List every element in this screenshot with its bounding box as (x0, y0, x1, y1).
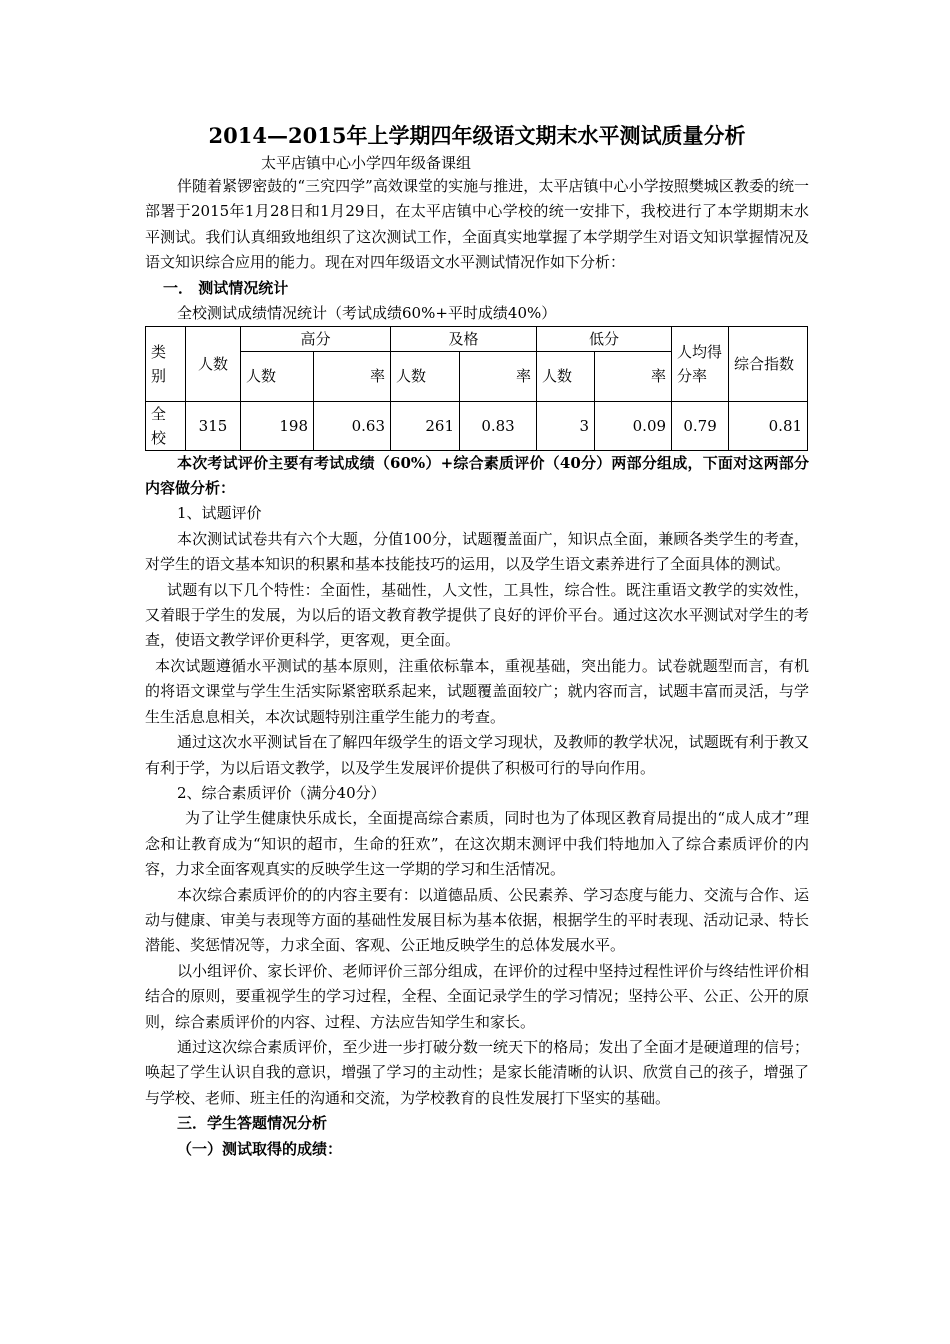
document-page (145, 118, 809, 1162)
paragraph-6: 本次综合素质评价的的内容主要有：以道德品质、公民素养、学习态度与能力、交流与合作、运动与健康、审美与表现等方面的基础性发展目标为基本依据，根据学生的平时表现、活动记录、特长潜能、奖惩情况等，力求全面、客观、公正地反映学生的总体发展水平。 (145, 885, 809, 955)
pass-count-cell: 261 (391, 401, 460, 450)
document-author: 太平店镇中心小学四年级备课组 (261, 154, 472, 172)
header-low: 低分 (537, 326, 672, 351)
header-high: 高分 (241, 326, 391, 351)
pass-count-header: 人数 (391, 351, 460, 401)
low-count-header: 人数 (537, 351, 595, 401)
section3-subheading: （一）测试取得的成绩： (177, 1139, 343, 1158)
paragraph-7: 以小组评价、家长评价、老师评价三部分组成，在评价的过程中坚持过程性评价与终结性评价相结合的原则，要重视学生的学习过程，全程、全面记录学生的学习情况；坚持公平、公正、公开的原则，综合素质评价的内容、过程、方法应告知学生和家长。 (145, 961, 809, 1031)
low-rate-cell: 0.09 (595, 401, 672, 450)
pass-rate-header: 率 (460, 351, 537, 401)
score-statistics-table (145, 326, 808, 451)
low-rate-header: 率 (595, 351, 672, 401)
header-pass: 及格 (391, 326, 537, 351)
paragraph-3: 本次试题遵循水平测试的基本原则，注重依标靠本，重视基础，突出能力。试卷就题型而言，有机的将语文课堂与学生生活实际紧密联系起来，试题覆盖面较广；就内容而言，试题丰富而灵活，与学生生活息息相关，本次试题特别注重学生能力的考查。 (145, 656, 809, 726)
header-category: 类别 (146, 326, 186, 401)
intro-paragraph: 伴随着紧锣密鼓的“三究四学”高效课堂的实施与推进，太平店镇中心小学按照樊城区教委的统一部署于2015年1月28日和1月29日，在太平店镇中心学校的统一安排下，我校进行了本学期期末水平测试。我们认真细致地组织了这次测试工作，全面真实地掌握了本学期学生对语文知识掌握情况及语文知识综合应用的能力。现在对四年级语文水平测试情况作如下分析： (145, 177, 809, 272)
high-count-header: 人数 (241, 351, 314, 401)
row-category: 全校 (146, 401, 186, 450)
high-count-cell: 198 (241, 401, 314, 450)
pass-rate-cell: 0.83 (460, 401, 537, 450)
header-composite-index: 综合指数 (729, 326, 808, 401)
section1-heading: 一． 测试情况统计 (163, 278, 289, 297)
composite-index-cell: 0.81 (729, 401, 808, 450)
paragraph-8: 通过这次综合素质评价，至少进一步打破分数一统天下的格局；发出了全面才是硬道理的信号；唤起了学生认识自我的意识，增强了学习的主动性；是家长能清晰的认识、欣赏自己的孩子，增强了与学校、老师、班主任的沟通和交流，为学校教育的良性发展打下坚实的基础。 (145, 1037, 809, 1107)
paragraph-5: 为了让学生健康快乐成长，全面提高综合素质，同时也为了体现区教育局提出的“成人成才”理念和让教育成为“知识的超市，生命的狂欢”，在这次期末测评中我们特地加入了综合素质评价的内容，力求全面客观真实的反映学生这一学期的学习和生活情况。 (145, 809, 809, 879)
section3-heading: 三．学生答题情况分析 (177, 1114, 328, 1133)
subsection1-heading: 1、试题评价 (177, 504, 262, 523)
evaluation-intro: 本次考试评价主要有考试成绩（60%）+综合素质评价（40分）两部分组成，下面对这两部分内容做分析： (145, 453, 809, 498)
low-count-cell: 3 (537, 401, 595, 450)
high-rate-cell: 0.63 (314, 401, 391, 450)
header-count: 人数 (186, 326, 241, 401)
table-caption: 全校测试成绩情况统计（考试成绩60%+平时成绩40%） (177, 303, 557, 322)
high-rate-header: 率 (314, 351, 391, 401)
average-rate-cell: 0.79 (672, 401, 729, 450)
header-average-rate: 人均得分率 (672, 326, 729, 401)
row-total-count: 315 (186, 401, 241, 450)
paragraph-2: 试题有以下几个特性：全面性，基础性，人文性，工具性，综合性。既注重语文教学的实效性，又着眼于学生的发展，为以后的语文教育教学提供了良好的评价平台。通过这次水平测试对学生的考查，使语文教学评价更科学，更客观，更全面。 (145, 580, 809, 650)
document-title: 2014—2015年上学期四年级语文期末水平测试质量分析 (208, 123, 746, 148)
paragraph-1: 本次测试试卷共有六个大题，分值100分，试题覆盖面广，知识点全面，兼顾各类学生的考查，对学生的语文基本知识的积累和基本技能技巧的运用，以及学生语文素养进行了全面具体的测试。 (145, 529, 809, 574)
paragraph-4: 通过这次水平测试旨在了解四年级学生的语文学习现状，及教师的教学状况，试题既有利于教又有利于学，为以后语文教学，以及学生发展评价提供了积极可行的导向作用。 (145, 733, 809, 777)
subsection2-heading: 2、综合素质评价（满分40分） (177, 783, 386, 802)
